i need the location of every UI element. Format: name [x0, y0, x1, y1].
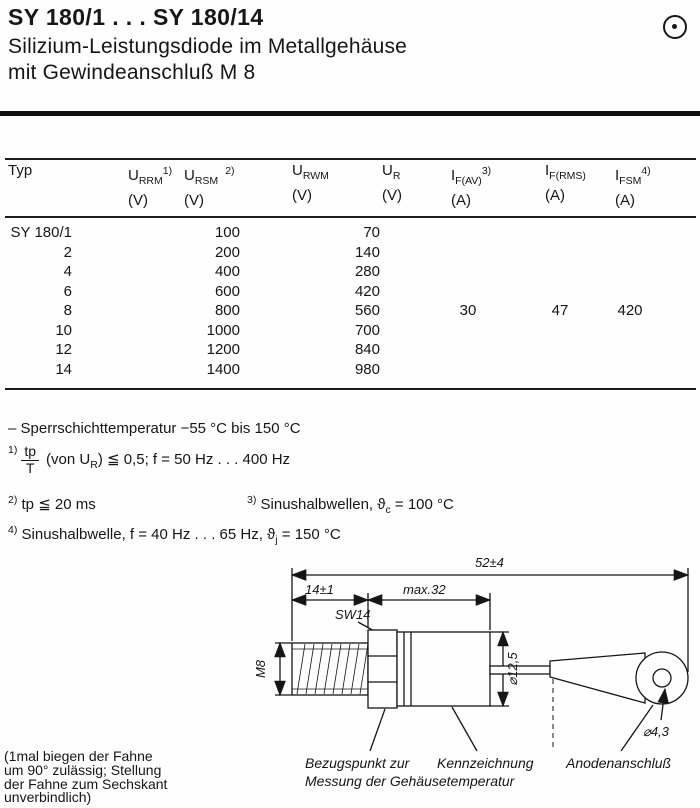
table-row: [0, 224, 700, 244]
cell-voltage-rrm: 1000: [206, 321, 240, 339]
footnote-3-text: Sinushalbwellen, ϑ: [260, 496, 386, 513]
footnote-1-text: (von $U_R$) ≦ 0,5; f = 50 Hz . . . 400 Hz: [46, 450, 291, 471]
symbol-base: I: [451, 167, 456, 184]
unit-label: (A): [545, 187, 565, 204]
fraction-denominator: T: [25, 460, 35, 476]
footnote-4-text: Sinushalbwelle, f = 40 Hz . . . 65 Hz, ϑ: [21, 526, 276, 543]
tab-bending-note-line: um 90° zulässig; Stellung: [4, 761, 162, 778]
subtitle-line1: Silizium-Leistungsdiode im Metallgehäuse: [8, 35, 408, 58]
hex-nut: [368, 630, 397, 708]
fraction-tp-over-T: [21, 444, 39, 476]
tab-bending-note-line: (1mal biegen der Fahne: [4, 748, 153, 764]
terminal-hole: [653, 669, 671, 687]
col-header-ursm: [184, 162, 235, 210]
dim-case-label: max.32: [403, 582, 446, 597]
body-diameter-label: ⌀12,5: [505, 652, 520, 686]
unit-label: (V): [292, 187, 312, 204]
table-rule-header: [5, 216, 696, 218]
footnote-marker: 3): [247, 494, 257, 506]
footnote-4: [8, 524, 341, 546]
tab-bending-note-line: der Fahne zum Sechskant: [4, 775, 168, 792]
cell-typ: 14: [55, 360, 72, 378]
table-rule-top: [5, 158, 696, 160]
footnote-ref: 4): [641, 165, 651, 177]
thread-size-label: M8: [253, 659, 268, 679]
footnote-marker: 2): [8, 494, 18, 506]
cell-voltage-rrm: 100: [214, 224, 240, 241]
title-divider: [0, 111, 700, 116]
cell-voltage-rwm: 980: [354, 360, 380, 378]
cell-typ: SY 180/1: [10, 224, 72, 241]
hole-diameter-label: ⌀4,3: [643, 724, 669, 739]
flat-tab: [550, 653, 645, 703]
cell-voltage-rrm: 600: [214, 282, 240, 300]
cell-typ: 10: [55, 321, 72, 339]
cell-voltage-rwm: 420: [354, 282, 380, 300]
marking-leader: [452, 707, 477, 751]
cell-voltage-rrm: 1200: [206, 341, 240, 358]
reference-point-label-line2: Messung der Gehäusetemperatur: [305, 773, 515, 789]
cell-typ: 2: [63, 243, 72, 261]
reference-point-label-line1: Bezugspunkt zur: [305, 755, 410, 771]
cell-voltage-rwm: 280: [354, 263, 380, 280]
footnote-2: [8, 494, 96, 513]
col-header-ifav: [451, 162, 491, 210]
unit-label: (V): [382, 187, 402, 204]
threaded-stud: [292, 643, 368, 695]
cell-voltage-rrm: 800: [214, 302, 240, 319]
footnote-ref: 1): [162, 165, 173, 177]
cell-typ: 8: [63, 302, 72, 319]
drawing-lines: [275, 568, 688, 751]
cell-voltage-rwm: 140: [354, 243, 380, 261]
marking-label: Kennzeichnung: [437, 755, 534, 771]
col-header-urwm: [292, 162, 329, 205]
col-header-typ-label: Typ: [8, 162, 33, 179]
cell-voltage-rwm: 700: [354, 321, 380, 339]
dim-overall-label: 52±4: [475, 555, 504, 570]
theta-sub: j: [275, 534, 278, 546]
cell-if-rms: 47: [551, 302, 569, 319]
symbol-base: U: [184, 167, 195, 184]
col-header-typ: [8, 162, 32, 180]
cell-voltage-rrm: 1400: [206, 360, 240, 378]
tab-bending-note-line: unverbindlich): [4, 789, 92, 806]
circle-dot-icon: [663, 15, 687, 39]
symbol-sub: RSM: [194, 175, 219, 187]
dim-stud-label: 14±1: [305, 582, 334, 597]
fraction-numerator: tp: [21, 444, 39, 461]
table-row: [0, 244, 700, 264]
table-rule-bottom: [5, 388, 696, 390]
unit-label: (V): [128, 192, 148, 209]
symbol-base: U: [382, 162, 393, 179]
unit-label: (A): [451, 192, 471, 209]
cell-ifsm: 420: [617, 302, 643, 319]
wrench-size-label: SW14: [335, 607, 371, 622]
subtitle-line2: mit Gewindeanschluß M 8: [8, 61, 256, 84]
cell-typ: 4: [63, 263, 72, 280]
page-title: SY 180/1 . . . SY 180/14: [8, 4, 264, 30]
note-junction-temperature: – Sperrschichttemperatur −55 °C bis 150 °C: [8, 420, 301, 437]
footnote-1: [8, 444, 290, 476]
footnote-2-text: tp ≦ 20 ms: [21, 496, 96, 513]
cell-voltage-rwm: 70: [363, 224, 380, 241]
theta-sub: c: [385, 504, 391, 516]
footnote-4-value: = 150 °C: [277, 526, 341, 543]
table-row: [0, 341, 700, 361]
table-row: [0, 322, 700, 342]
col-header-ifsm: [615, 162, 651, 210]
symbol-sub: F(AV): [455, 175, 482, 187]
table-row: [0, 302, 700, 322]
tab-bending-note: [4, 750, 239, 805]
col-header-urrm: [128, 162, 172, 210]
footnote-marker: 1): [8, 444, 18, 456]
footnote-3: [247, 494, 454, 516]
footnote-ref: 3): [481, 165, 492, 177]
table-row: [0, 283, 700, 303]
symbol-base: U: [128, 167, 139, 184]
cell-typ: 6: [63, 282, 72, 300]
anode-connection-label: Anodenanschluß: [566, 755, 672, 771]
cell-voltage-rwm: 560: [354, 302, 380, 319]
table-row: [0, 361, 700, 381]
symbol-sub: R: [392, 170, 401, 182]
cell-if-av: 30: [459, 302, 477, 319]
symbol-base: I: [615, 167, 620, 184]
cell-voltage-rrm: 400: [214, 263, 240, 280]
symbol-sub: FSM: [619, 175, 642, 187]
reference-point-leader: [370, 709, 385, 751]
cell-voltage-rwm: 840: [354, 341, 380, 358]
lead-wire: [490, 666, 550, 674]
footnote-3-value: = 100 °C: [390, 496, 454, 513]
footnote-marker: 4): [8, 524, 18, 536]
symbol-sub: RRM: [138, 175, 163, 187]
symbol-sub: F(RMS): [549, 170, 586, 182]
table-row: [0, 263, 700, 283]
symbol-base: I: [545, 162, 550, 179]
col-header-ifrms: [545, 162, 586, 205]
col-header-ur: [382, 162, 402, 205]
unit-label: (A): [615, 192, 635, 209]
symbol-base: U: [292, 162, 303, 179]
symbol-sub: RWM: [302, 170, 329, 182]
cell-voltage-rrm: 200: [214, 243, 240, 261]
circle-dot-center: [672, 24, 677, 29]
unit-label: (V): [184, 192, 204, 209]
cell-typ: 12: [55, 341, 72, 358]
table-body: [0, 224, 700, 380]
footnote-ref: 2): [225, 165, 235, 177]
